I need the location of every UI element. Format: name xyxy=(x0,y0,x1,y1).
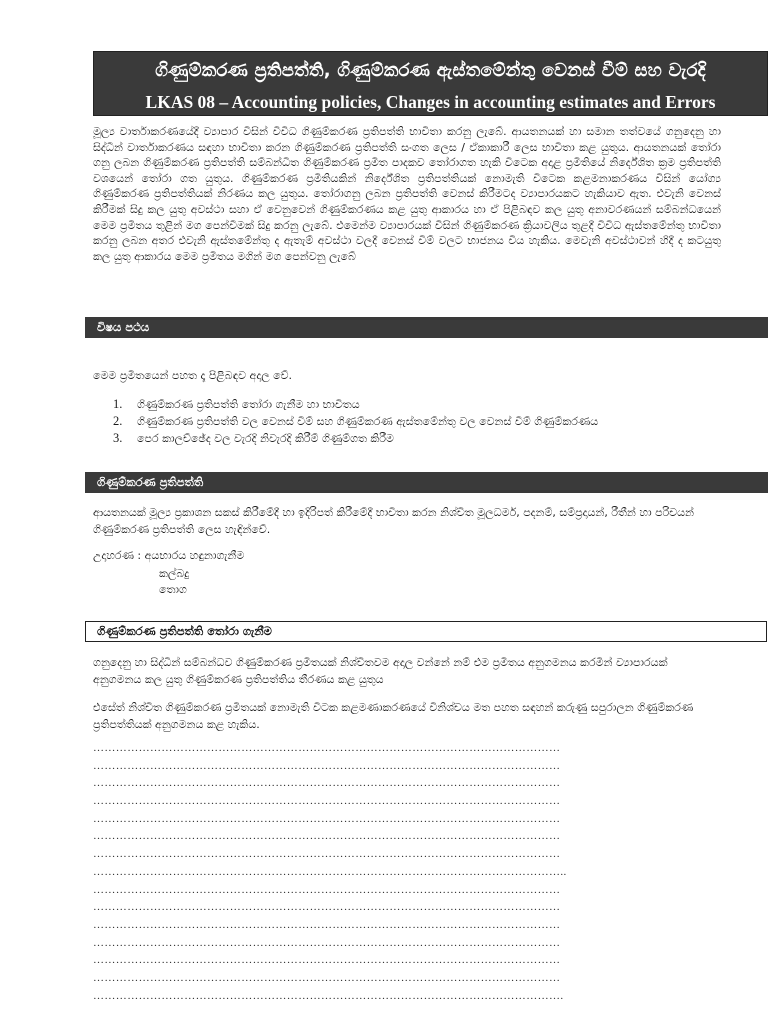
selection-paragraph-2: එසේත් නිශ්චිත ගිණුම්කරණ ප්‍රමිතයක් නොමැති විටක කළමණාකරණයේ විනිශ්චය මත පහත සඳහන් කරුණු සපුරාලන ගිණුම්කරණ ප්‍රතිපත්තියක් අනුගමනය කළ හැකිය. xyxy=(93,701,694,731)
list-number: 2. xyxy=(113,414,123,428)
scope-intro: මෙම ප්‍රමිතයෙන් පහත දෑ පිළිබඳව අදාල වේ. xyxy=(93,369,293,382)
list-number: 1. xyxy=(113,397,123,411)
answer-line[interactable]: …………………………………………………………………………………………………………….. xyxy=(93,865,567,878)
example-label: උදාහරණ : අයභාරය හඳුනාගැනීම xyxy=(93,549,245,562)
section-heading-scope: විෂය පථය xyxy=(85,317,768,338)
list-item xyxy=(113,430,598,447)
list-text: ගිණුම්කරණ ප්‍රතිපත්ති වල වෙනස් වීම් සහ ගිණුම්කරණ ඇස්තමේන්තු වල වෙනස් වීම් ගිණුම්කරණය xyxy=(137,415,599,428)
answer-line[interactable]: …………………………………………………………………………………………………………… xyxy=(93,936,561,949)
list-item xyxy=(113,396,598,413)
list-text: ගිණුම්කරණ ප්‍රතිපත්ති තෝරා ගැනීම හා භාවිතය xyxy=(137,398,360,411)
answer-line[interactable]: …………………………………………………………………………………………………………… xyxy=(93,759,561,772)
answer-line[interactable]: …………………………………………………………………………………………………………… xyxy=(93,777,561,790)
list-text: පෙර කාලච්ඡේද වල වැරදි නිවැරදි කිරීම් ගිණුම්ගත කිරීම xyxy=(137,432,394,445)
example-item: තොග xyxy=(159,583,187,596)
answer-line[interactable]: …………………………………………………………………………………………………………… xyxy=(93,830,561,843)
answer-line[interactable]: …………………………………………………………………………………………………………… xyxy=(93,954,561,967)
policies-definition: ආයතනයක් මූල්‍ය ප්‍රකාශන සකස් කිරීමේදී හා ඉදිරිපත් කිරීමේදී භාවිතා කරන නිශ්චිත මූලධර්ම, පදනම්, සම්ප්‍රදායන්, රීතීන් හා පරිචයන් ගිණුම්කරණ ප්‍රතිපත්ති ලෙස හැඳින්වේ. xyxy=(93,506,694,536)
answer-line[interactable]: …………………………………………………………………………………………………………… xyxy=(93,848,561,861)
page-title-english: LKAS 08 – Accounting policies, Changes in accounting estimates and Errors xyxy=(145,92,716,112)
answer-line[interactable]: …………………………………………………………………………………………………………… xyxy=(93,883,561,896)
answer-line[interactable]: …………………………………………………………………………………………………………… xyxy=(93,812,561,825)
list-number: 3. xyxy=(113,431,123,445)
section-heading-policies: ගිණුම්කරණ ප්‍රතිපත්ති xyxy=(85,472,768,493)
title-banner xyxy=(93,51,768,116)
example-item: කල්බදු xyxy=(159,567,190,580)
section-heading-selection: ගිණුම්කරණ ප්‍රතිපත්ති තෝරා ගැනීම xyxy=(85,621,767,642)
answer-line[interactable]: …………………………………………………………………………………………………………… xyxy=(93,971,561,984)
answer-lines xyxy=(93,742,733,1007)
page-title-sinhala: ගිණුම්කරණ ප්‍රතිපත්ති, ගිණුම්කරණ ඇස්තමේන්තු වෙනස් වීම් සහ වැරදි xyxy=(155,60,706,81)
intro-paragraph: මූල්‍ය වාර්තාකරණයේදී ව්‍යාපාර විසින් විවිධ ගිණුම්කරණ ප්‍රතිපත්ති භාවිතා කරනු ලැබේ. ආයතනයක් හා සමාන තත්වයේ ගනුදෙනු හා සිද්ධීන් වාර්තාකරණය සඳහා භාවිතා කරන ගිණුම්කරණ ප්‍රතිපත්ති සංගත ලෙස / ඒකාකාරී ලෙස භාවිතා කළ යුතුය. ආයතනයක් තෝරා ගනු ලබන ගිණුම්කරණ ප්‍රතිපත්ති සම්බන්ධිත ගිණුම්කරණ ප්‍රමිත පාදකව තෝරාගත හැකි විටෙක අදාළ ප්‍රමිතියේ නිර්දේශිත ක්‍රම ප්‍රතිපත්ති වශයෙන් තෝරා ගත යුතුය. ගිණුම්කරණ ප්‍රමිතියකින් නිර්දේශිත ප්‍රතිපත්තියක් නොමැති විටෙක කළමනාකරණය විසින් යෝග්‍ය ගිණුම්කරණ ප්‍රතිපත්තියක් නිරණය කල යුතුය. තෝරාගනු ලබන ප්‍රතිපත්ති වෙනස් කිරීමටද ව්‍යාපාරයකට හැකියාව ඇත. එවැනි වෙනස් කිරීමක් සිදු කල යුතු අවස්ථා සහා ඒ වෙනුවෙන් ගිණුම්කරණය කළ යුතු ආකාරය හා ඒ පිළිබඳව කල යුතු අනාවරණයන් සම්බන්ධයෙන් මෙම ප්‍රමිතය තුළින් මග පෙන්වීමක් සිදු කරනු ලැබේ. එමෙන්ම ව්‍යාපාරයක් විසින් ගිණුම්කරණ ක්‍රියාවලිය තුළදී විවිධ ඇස්තමේන්තු භාවිතා කරනු ලබන අතර එවැනි ඇස්තමේන්තු ද ඇතැම් අවස්ථා වලදී වෙනස් වීම් වලට භාජනය විය හැකිය. මෙවැනි අවස්ථාවන් හිදී ද කටයුතු කල යුතු ආකාරය මෙම ප්‍රමිතය මගින් මග පෙන්වනු ලැබේ xyxy=(93,125,721,263)
answer-line[interactable]: …………………………………………………………………………………………………………… xyxy=(93,742,561,754)
answer-line[interactable]: ……………………………………………………………………………………………………………. xyxy=(93,989,564,1002)
answer-line[interactable]: …………………………………………………………………………………………………………… xyxy=(93,901,561,914)
list-item xyxy=(113,413,598,430)
selection-paragraph-1: ගනුදෙනු හා සිද්ධීන් සම්බන්ධව ගිණුම්කරණ ප්‍රමිතයක් නිශ්චිතවම අදාල වන්නේ නම් එම ප්‍රමිතය අනුගමනය කරමින් ව්‍යාපාරයක් අනුගමනය කල යුතු ගිණුම්කරණ ප්‍රතිපත්තිය තීරණය කළ යුතුය xyxy=(93,656,668,686)
scope-list xyxy=(113,396,598,447)
answer-line[interactable]: …………………………………………………………………………………………………………… xyxy=(93,918,561,931)
answer-line[interactable]: …………………………………………………………………………………………………………… xyxy=(93,795,561,808)
